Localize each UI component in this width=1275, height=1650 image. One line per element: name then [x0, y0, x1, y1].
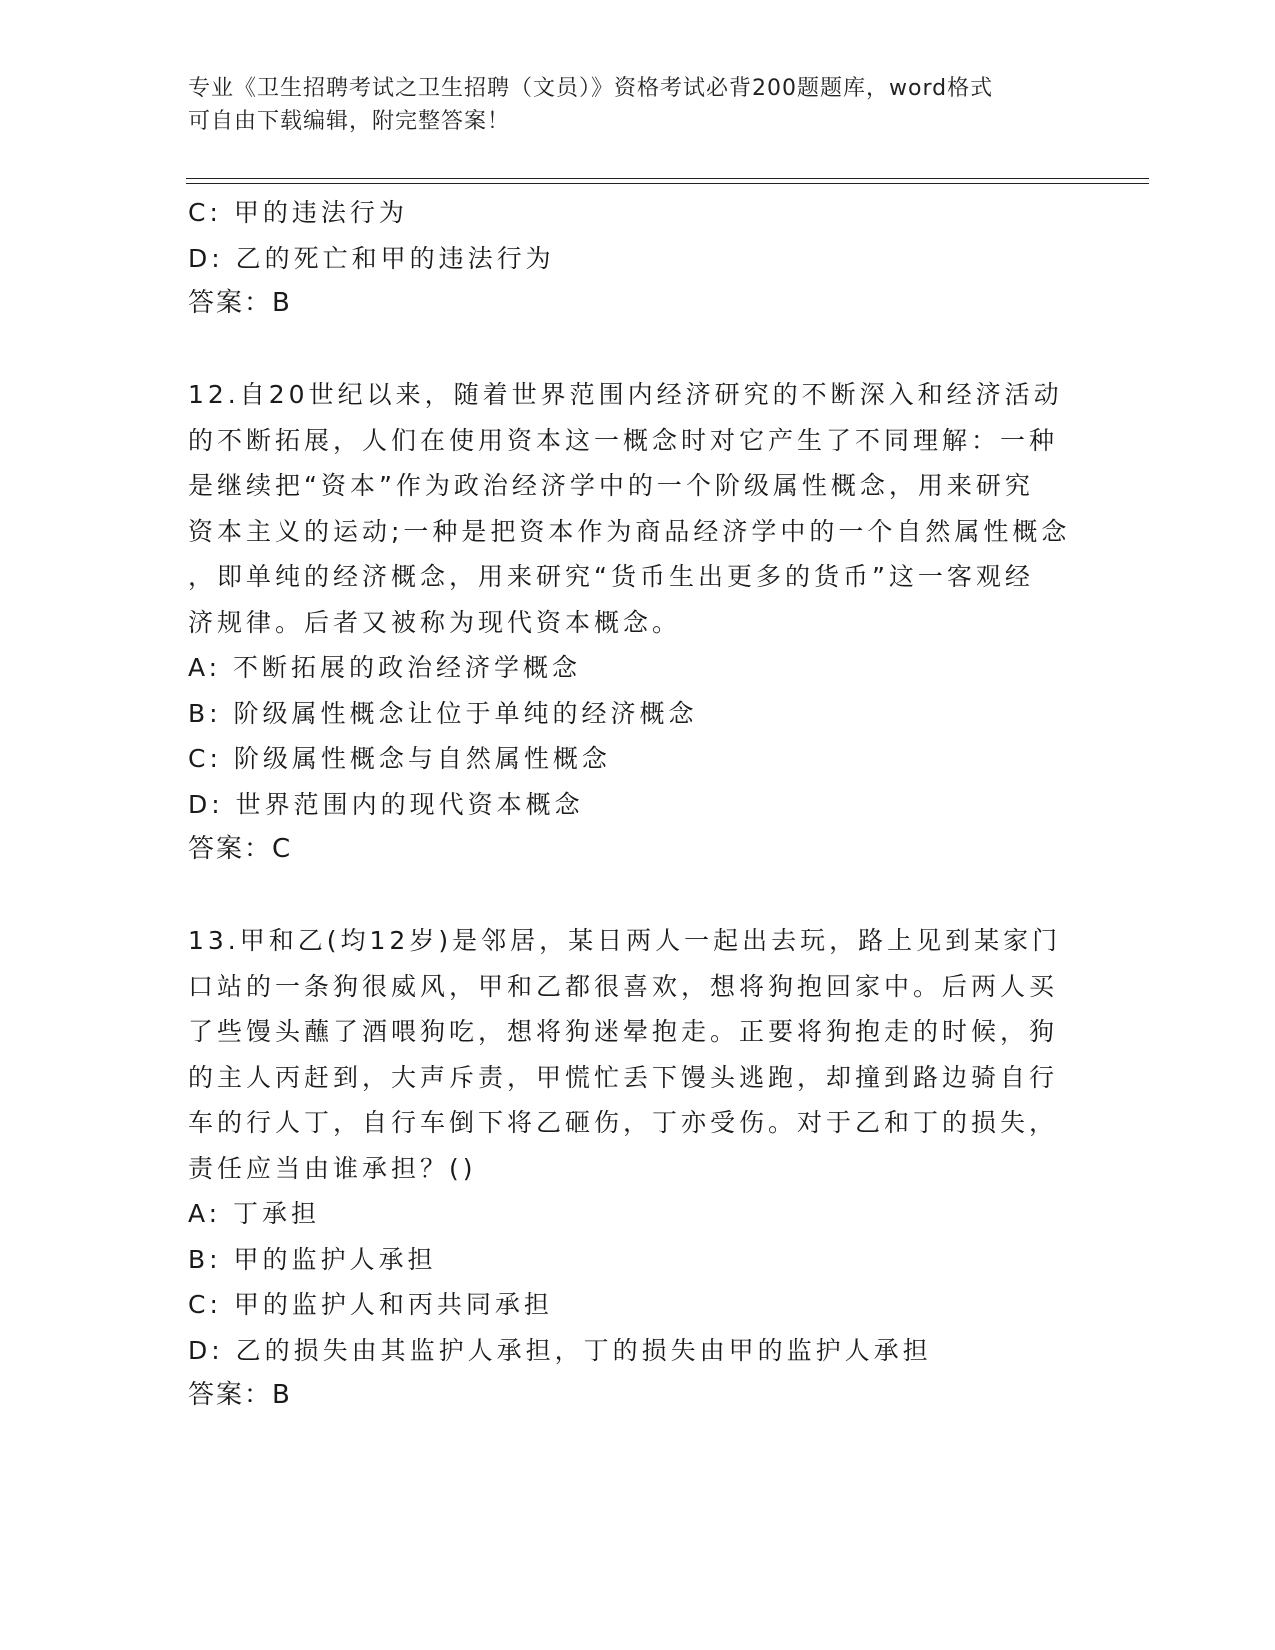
q13-option-a: A: 丁承担	[188, 1199, 321, 1228]
q12-stem-line: 济规律。后者又被称为现代资本概念。	[188, 607, 682, 637]
q12-stem-line: 的不断拓展，人们在使用资本这一概念时对它产生了不同理解：一种	[188, 425, 1059, 455]
q12-stem-line: 12.自20世纪以来，随着世界范围内经济研究的不断深入和经济活动	[188, 380, 1063, 409]
question-11-tail	[188, 190, 1088, 327]
q12-answer: 答案：C	[188, 834, 293, 864]
header-rule-bottom	[186, 183, 1149, 184]
question-12	[188, 372, 1088, 873]
q13-stem-line: 13.甲和乙(均12岁)是邻居，某日两人一起出去玩，路上见到某家门	[188, 926, 1062, 955]
q13-stem-line: 责任应当由谁承担？()	[188, 1153, 477, 1183]
q13-stem-line: 的主人丙赶到，大声斥责，甲慌忙丢下馒头逃跑，却撞到路边骑自行	[188, 1062, 1059, 1092]
q12-option-c: C: 阶级属性概念与自然属性概念	[188, 744, 611, 773]
question-13	[188, 918, 1088, 1419]
q12-stem-line: 资本主义的运动;一种是把资本作为商品经济学中的一个自然属性概念	[188, 516, 1071, 546]
q11-option-d: D: 乙的死亡和甲的违法行为	[188, 243, 555, 273]
q13-answer: 答案：B	[188, 1380, 292, 1410]
spacer	[188, 327, 1088, 373]
q11-option-c: C: 甲的违法行为	[188, 198, 408, 227]
q12-option-b: B: 阶级属性概念让位于单纯的经济概念	[188, 698, 698, 728]
q13-stem-line: 了些馒头蘸了酒喂狗吃，想将狗迷晕抱走。正要将狗抱走的时候，狗	[188, 1017, 1059, 1046]
q11-answer: 答案：B	[188, 288, 292, 318]
q13-stem-line: 口站的一条狗很威风，甲和乙都很喜欢，想将狗抱回家中。后两人买	[188, 971, 1059, 1001]
header-rule-top	[186, 178, 1149, 179]
header-line-1: 专业《卫生招聘考试之卫生招聘（文员）》资格考试必背200题题库，word格式	[188, 76, 994, 101]
q12-stem-line: 是继续把“资本”作为政治经济学中的一个阶级属性概念，用来研究	[188, 471, 1034, 500]
q13-option-b: B: 甲的监护人承担	[188, 1244, 437, 1274]
document-body	[188, 190, 1088, 1419]
q12-option-a: A: 不断拓展的政治经济学概念	[188, 653, 582, 682]
q12-stem-line: ，即单纯的经济概念，用来研究“货币生出更多的货币”这一客观经	[188, 562, 1034, 591]
header-line-2: 可自由下载编辑，附完整答案！	[188, 109, 511, 134]
page-header	[188, 72, 1068, 138]
spacer	[188, 873, 1088, 919]
q13-option-d: D: 乙的损失由其监护人承担，丁的损失由甲的监护人承担	[188, 1335, 932, 1365]
q13-stem-line: 车的行人丁，自行车倒下将乙砸伤，丁亦受伤。对于乙和丁的损失，	[188, 1108, 1059, 1137]
q13-option-c: C: 甲的监护人和丙共同承担	[188, 1290, 553, 1319]
q12-option-d: D: 世界范围内的现代资本概念	[188, 789, 584, 819]
